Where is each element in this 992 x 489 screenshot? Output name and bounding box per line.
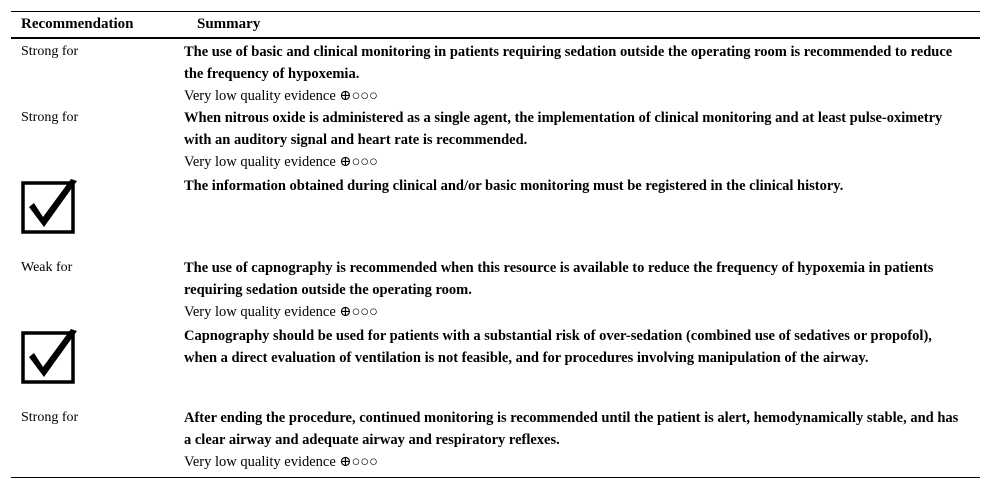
recommendation-strength: Strong for: [21, 44, 79, 59]
summary-text: After ending the procedure, continued monitoring is recommended until the patient is alert, hemodynamically stable, and has a clear airway and adequate airway and respiratory reflexes.: [184, 410, 959, 448]
recommendation-cell: [11, 407, 184, 477]
evidence-quality: Very low quality evidence ⊕○○○: [184, 88, 378, 104]
summary-text: Capnography should be used for patients with a substantial risk of over-sedation (combined use of sedatives or propofol), when a direct evaluation of ventilation is not feasible, and for procedures involving manipulation of the airway.: [184, 328, 932, 366]
table-row: [11, 257, 980, 325]
recommendation-cell: [11, 175, 184, 257]
summary-cell: [184, 257, 980, 325]
header-summary: Summary: [197, 16, 261, 32]
summary-text: The information obtained during clinical and/or basic monitoring must be registered in the clinical history.: [184, 178, 844, 194]
summary-text: The use of basic and clinical monitoring in patients requiring sedation outside the operating room is recommended to reduce the frequency of hypoxemia.: [184, 44, 953, 82]
evidence-quality: Very low quality evidence ⊕○○○: [184, 304, 378, 320]
table-row: [11, 175, 980, 257]
recommendations-table-container: [11, 11, 980, 478]
header-recommendation: Recommendation: [21, 16, 134, 32]
table-header-row: [11, 12, 980, 39]
recommendation-strength: Strong for: [21, 110, 79, 125]
recommendation-cell: [11, 107, 184, 175]
summary-text: When nitrous oxide is administered as a single agent, the implementation of clinical monitoring and at least pulse-oximetry with an auditory signal and heart rate is recommended.: [184, 110, 943, 148]
summary-cell: [184, 407, 980, 477]
recommendation-cell: [11, 325, 184, 407]
table-row: [11, 107, 980, 175]
recommendation-cell: [11, 38, 184, 107]
summary-cell: [184, 107, 980, 175]
table-row: [11, 38, 980, 107]
recommendation-strength: Strong for: [21, 410, 79, 425]
summary-cell: [184, 325, 980, 407]
summary-cell: [184, 175, 980, 257]
table-row: [11, 407, 980, 477]
summary-text: The use of capnography is recommended when this resource is available to reduce the frequency of hypoxemia in patients requiring sedation outside the operating room.: [184, 260, 934, 298]
recommendation-cell: [11, 257, 184, 325]
evidence-quality: Very low quality evidence ⊕○○○: [184, 454, 378, 470]
checkbox-checked-icon: [21, 177, 79, 235]
checkbox-checked-icon: [21, 327, 79, 385]
evidence-quality: Very low quality evidence ⊕○○○: [184, 154, 378, 170]
table-row: [11, 325, 980, 407]
summary-cell: [184, 38, 980, 107]
recommendation-strength: Weak for: [21, 260, 73, 275]
recommendations-table: [11, 11, 980, 478]
